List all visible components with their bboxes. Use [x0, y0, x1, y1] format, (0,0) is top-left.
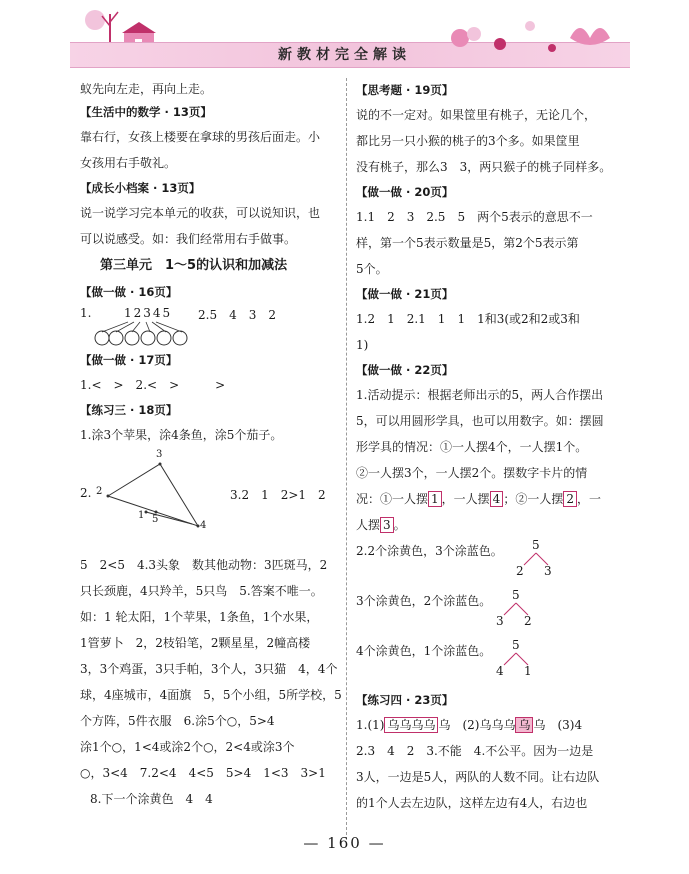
text-line: 5 2<5 4.3头象 数其他动物：3匹斑马，2	[80, 558, 328, 572]
text-line: 1.< > 2.< > >	[80, 378, 226, 392]
section-heading: 【做一做 · 20页】	[356, 185, 454, 199]
split-right: 1	[524, 664, 532, 678]
text-line: ②一人摆3个，一人摆2个。摆数字卡片的情	[356, 466, 588, 480]
column-divider	[346, 78, 347, 840]
answer-text: 3.2 1 2>1 2	[230, 488, 326, 502]
split-right: 3	[544, 564, 552, 578]
text-line: 8.下一个涂黄色 4 4	[90, 792, 213, 806]
text-line: 说一说学习完本单元的收获，可以说知识，也	[80, 206, 321, 220]
text-line: 可以说感受。如：我们经常用右手做事。	[80, 232, 297, 246]
section-heading: 【生活中的数学 · 13页】	[80, 105, 212, 119]
text-line: 形学具的情况：①一人摆4个，一人摆1个。	[356, 440, 588, 454]
section-heading: 【练习三 · 18页】	[80, 403, 178, 417]
triangle-diagram	[80, 448, 338, 552]
section-heading: 【做一做 · 21页】	[356, 287, 454, 301]
circle-chain	[94, 318, 194, 348]
text-line: 1)	[356, 338, 369, 352]
left-column	[80, 78, 342, 812]
triangle-vertex-label: 2	[96, 486, 103, 497]
bird-highlight-box: 乌	[515, 717, 533, 733]
text-line: 1管萝卜 2，2枝铅笔，2颗星星，2幢高楼	[80, 636, 311, 650]
question-number: 2.	[80, 486, 92, 500]
circle-digits: 12345	[124, 306, 173, 320]
text-line: 3，3个鸡蛋，3只手帕，3个人，3只猫 4，4个	[80, 662, 338, 676]
text-span: ，一人摆	[441, 492, 490, 506]
section-heading: 【成长小档案 · 13页】	[80, 181, 201, 195]
text-line: ○，3<4 7.2<4 4<5 5>4 1<3 3>1	[80, 766, 326, 780]
text-span: 2.2个涂黄色，3个涂蓝色。	[356, 544, 503, 558]
text-line: 1.1 2 3 2.5 5 两个5表示的意思不一	[356, 210, 593, 224]
text-line: 只长颈鹿，4只羚羊，5只鸟 5.答案不唯一。	[80, 584, 323, 598]
split-left: 4	[496, 664, 504, 678]
answer-text: 2.5 4 3 2	[198, 308, 276, 322]
text-span: 乌 (3)4	[533, 718, 583, 732]
text-line	[356, 486, 616, 512]
text-line: 都比另一只小猴的桃子的3个多。如果筐里	[356, 134, 580, 148]
split-left: 2	[516, 564, 524, 578]
text-span: 况：①一人摆	[356, 492, 429, 506]
text-span: 人摆	[356, 518, 381, 532]
butterfly-flower-illustration	[440, 8, 620, 58]
text-line: 如：1 轮太阳，1个苹果，1条鱼，1个水果，	[80, 610, 319, 624]
number-card: 3	[380, 517, 394, 533]
decomposition-diagram	[356, 588, 616, 638]
number-card: 1	[428, 491, 442, 507]
page-number: — 160 —	[303, 834, 386, 852]
text-span: ；②一人摆	[503, 492, 564, 506]
split-top: 5	[512, 588, 520, 602]
text-line: 1.活动提示：根据老师出示的5，两人合作摆出	[356, 388, 604, 402]
split-top: 5	[532, 538, 540, 552]
decomposition-diagram	[356, 638, 616, 688]
question-number: 1.	[80, 306, 92, 320]
text-line: 个方阵，5件衣服 6.涂5个○，5>4	[80, 714, 275, 728]
text-line: 3人，一边是5人，两队的人数不同。让右边队	[356, 770, 600, 784]
section-heading: 【做一做 · 17页】	[80, 353, 178, 367]
section-heading: 【做一做 · 22页】	[356, 363, 454, 377]
circles-diagram	[80, 304, 338, 348]
text-line: 样，第一个5表示数量是5，第2个5表示第	[356, 236, 579, 250]
text-span: 4个涂黄色，1个涂蓝色。	[356, 644, 492, 658]
triangle-vertex-label: 1	[138, 510, 145, 521]
text-span: 3个涂黄色，2个涂蓝色。	[356, 594, 492, 608]
text-line: 的1个人去左边队，这样左边有4人，右边也	[356, 796, 588, 810]
number-card: 2	[563, 491, 577, 507]
section-heading: 【做一做 · 16页】	[80, 285, 178, 299]
split-right: 2	[524, 614, 532, 628]
number-card: 4	[490, 491, 504, 507]
section-heading: 【思考题 · 19页】	[356, 83, 454, 97]
text-line: 女孩用右手敬礼。	[80, 156, 177, 170]
triangle-vertex-label: 3	[156, 449, 163, 460]
text-span: 乌 (2)乌乌乌	[438, 718, 516, 732]
right-column	[356, 78, 616, 816]
text-line: 蚁先向左走，再向上走。	[80, 82, 213, 96]
text-line: 2.3 4 2 3.不能 4.不公平。因为一边是	[356, 744, 594, 758]
text-line: 5个。	[356, 262, 388, 276]
text-line: 没有桃子，那么3 3，两只猴子的桃子同样多。	[356, 160, 612, 174]
text-line: 1.涂3个苹果，涂4条鱼，涂5个茄子。	[80, 428, 283, 442]
text-span: 。	[393, 518, 406, 532]
split-left: 3	[496, 614, 504, 628]
text-line: 5，可以用圆形学具，也可以用数字。如：摆圆	[356, 414, 604, 428]
text-line: 靠右行，女孩上楼要在拿球的男孩后面走。小	[80, 130, 321, 144]
page-header	[0, 0, 689, 76]
text-line: 涂1个○，1<4或涂2个○，2<4或涂3个	[80, 740, 295, 754]
text-span: 1.(1)	[356, 718, 385, 732]
split-top: 5	[512, 638, 520, 652]
text-line: 1.2 1 2.1 1 1 1和3(或2和2或3和	[356, 312, 580, 326]
triangle-vertex-label: 5	[152, 514, 159, 525]
text-line	[356, 712, 616, 738]
text-line: 球，4座城市，4面旗 5，5个小组，5所学校，5	[80, 688, 342, 702]
triangle-vertex-label: 4	[200, 520, 207, 531]
section-heading: 【练习四 · 23页】	[356, 693, 454, 707]
bird-group-box: 乌乌乌乌	[384, 717, 438, 733]
header-title: 新教材完全解读	[278, 47, 411, 63]
unit-title: 第三单元 1～5的认识和加减法	[100, 258, 288, 273]
decomposition-diagram	[356, 538, 616, 588]
text-line	[356, 512, 616, 538]
text-span: ，一	[576, 492, 601, 506]
text-line: 说的不一定对。如果筐里有桃子，无论几个，	[356, 108, 597, 122]
